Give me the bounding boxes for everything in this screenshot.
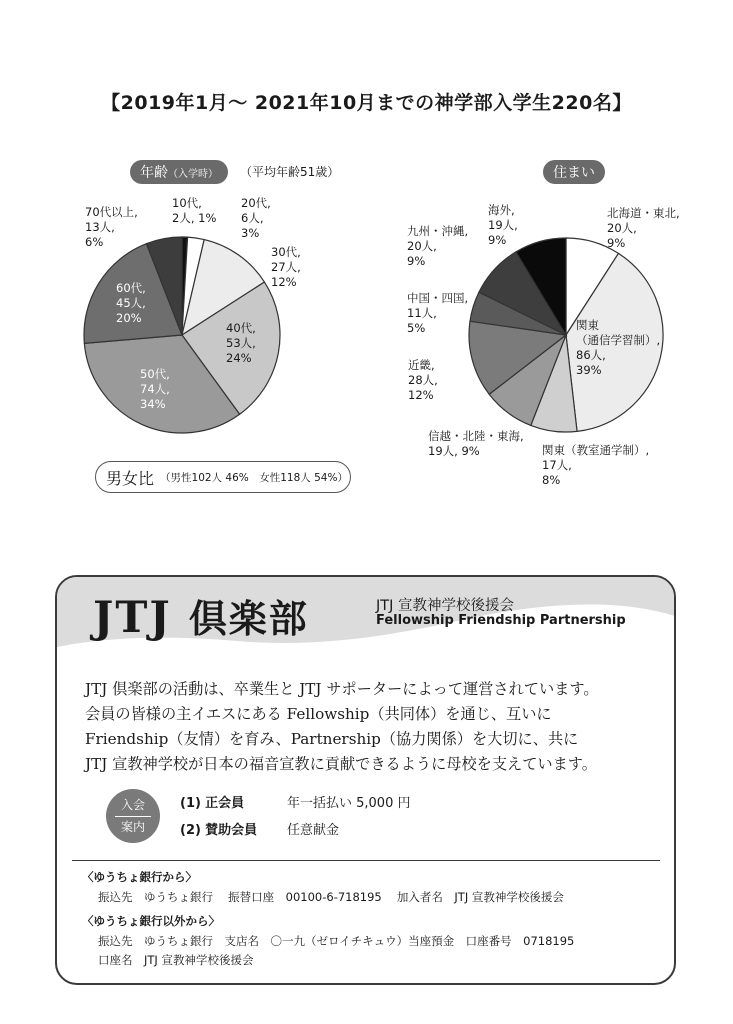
membership-regular [180,792,244,811]
club-subtitle-jp: JTJ 宣教神学校後援会 [376,598,515,614]
res-label-line: 20人, [407,239,437,253]
badge-line: 案内 [120,820,145,834]
res-label-line: 8% [542,473,561,487]
age-label-line: 6人, [241,211,264,225]
res-label-line: 中国・四国, [407,291,469,305]
membership-regular-desc: 年一括払い 5,000 円 [287,796,411,811]
age-label-50s [140,367,170,412]
age-label-line: 45人, [116,296,146,310]
age-label-line: 10代, [172,196,202,210]
membership-supporting-desc: 任意献金 [287,823,340,838]
age-label-60s [116,281,146,326]
res-label-line: 86人, [576,348,606,362]
page-heading: 【2019年1月〜 2021年10月までの神学部入学生220名】 [101,92,632,114]
age-label-line: 70代以上, [85,205,138,219]
club-description-line: 会員の皆様の主イエスにある Fellowship（共同体）を通じ、互いに [85,705,552,723]
other-bank-account-name: 口座名 JTJ 宣教神学校後援会 [98,953,254,967]
membership-num: (2) [180,823,201,838]
res-label-line: 5% [407,321,426,335]
average-age: （平均年齢51歳） [240,165,340,179]
club-name-latin: JTJ [93,593,172,643]
club-subtitle-en: Fellowship Friendship Partnership [376,613,626,628]
age-label-line: 3% [241,226,260,240]
age-label-line: 74人, [140,382,170,396]
club-description-line: JTJ 宣教神学校が日本の福音宣教に貢献できるように母校を支えています。 [85,755,597,773]
age-label-20s [241,196,271,241]
res-label-line: 11人, [407,306,437,320]
res-label-line: 海外, [488,203,515,217]
age-label-70s [85,205,138,250]
age-label-30s [271,245,301,290]
res-label-line: 19人, 9% [428,444,480,458]
age-label-line: 40代, [226,321,256,335]
club-description [85,677,685,777]
membership-name: 賛助会員 [205,823,258,838]
residence-pill: 住まい [543,160,605,184]
age-label-line: 27人, [271,260,301,274]
res-label-hokkaido-tohoku [607,206,680,251]
res-label-line: 28人, [408,373,438,387]
res-label-line: 9% [488,233,507,247]
res-label-line: 20人, [607,221,637,235]
age-label-line: 12% [271,275,297,289]
res-label-line: （通信学習制）, [576,333,661,347]
age-label-line: 24% [226,351,252,365]
club-title [93,588,309,643]
other-bank-line: 振込先 ゆうちょ銀行 支店名 〇一九（ゼロイチキュウ）当座預金 口座番号 0718195 [98,934,575,948]
res-label-kyushu-okinawa [407,224,468,269]
res-label-line: 近畿, [408,358,435,372]
membership-supporting [180,819,257,838]
age-label-line: 13人, [85,220,115,234]
age-label-line: 2人, 1% [172,211,217,225]
res-label-line: 信越・北陸・東海, [428,429,524,443]
res-label-chugoku-shikoku [407,291,468,336]
age-pill-note: （入学時） [168,169,218,180]
membership-num: (1) [180,796,201,811]
res-label-line: 関東 [576,318,599,332]
age-label-line: 6% [85,235,104,249]
age-label-line: 60代, [116,281,146,295]
age-label-line: 50代, [140,367,170,381]
club-description-line: JTJ 倶楽部の活動は、卒業生と JTJ サポーターによって運営されています。 [85,680,599,698]
divider [72,860,660,861]
age-label-line: 34% [140,397,166,411]
res-label-line: 九州・沖縄, [407,224,469,238]
res-label-line: 9% [607,236,626,250]
age-pill-label: 年齢 [140,165,168,181]
res-label-kanto-classroom [542,443,649,488]
res-label-line: 9% [407,254,426,268]
sex-ratio-detail: （男性102人 46% 女性118人 54%） [160,471,348,484]
res-label-line: 19人, [488,218,518,232]
club-description-line: Friendship（友情）を育み、Partnership（協力関係）を大切に、共に [85,730,579,748]
age-label-40s [226,321,256,366]
yucho-heading: 〈ゆうちょ銀行から〉 [82,870,197,884]
res-label-line: 12% [408,388,434,402]
res-label-shinetsu-hokuriku-tokai [428,429,524,459]
membership-badge [106,789,160,843]
age-label-line: 20代, [241,196,271,210]
membership-name: 正会員 [205,796,245,811]
club-name-kanji: 倶楽部 [188,596,309,641]
sex-ratio-box [95,461,351,493]
res-label-kinki [408,358,438,403]
yucho-account-line: 振込先 ゆうちょ銀行 振替口座 00100-6-718195 加入者名 JTJ 宣教神学校後援会 [98,890,564,904]
res-label-overseas [488,203,518,248]
badge-line: 入会 [120,798,145,812]
age-label-line: 20% [116,311,142,325]
age-label-10s [172,196,216,226]
res-label-line: 関東（教室通学制）, [542,443,650,457]
res-label-line: 17人, [542,458,572,472]
other-bank-heading: 〈ゆうちょ銀行以外から〉 [82,914,220,928]
sex-ratio-label: 男女比 [106,468,155,488]
res-label-line: 39% [576,363,602,377]
res-label-kanto-correspondence [576,318,660,378]
res-label-line: 北海道・東北, [607,206,680,220]
age-label-line: 30代, [271,245,301,259]
age-label-line: 53人, [226,336,256,350]
